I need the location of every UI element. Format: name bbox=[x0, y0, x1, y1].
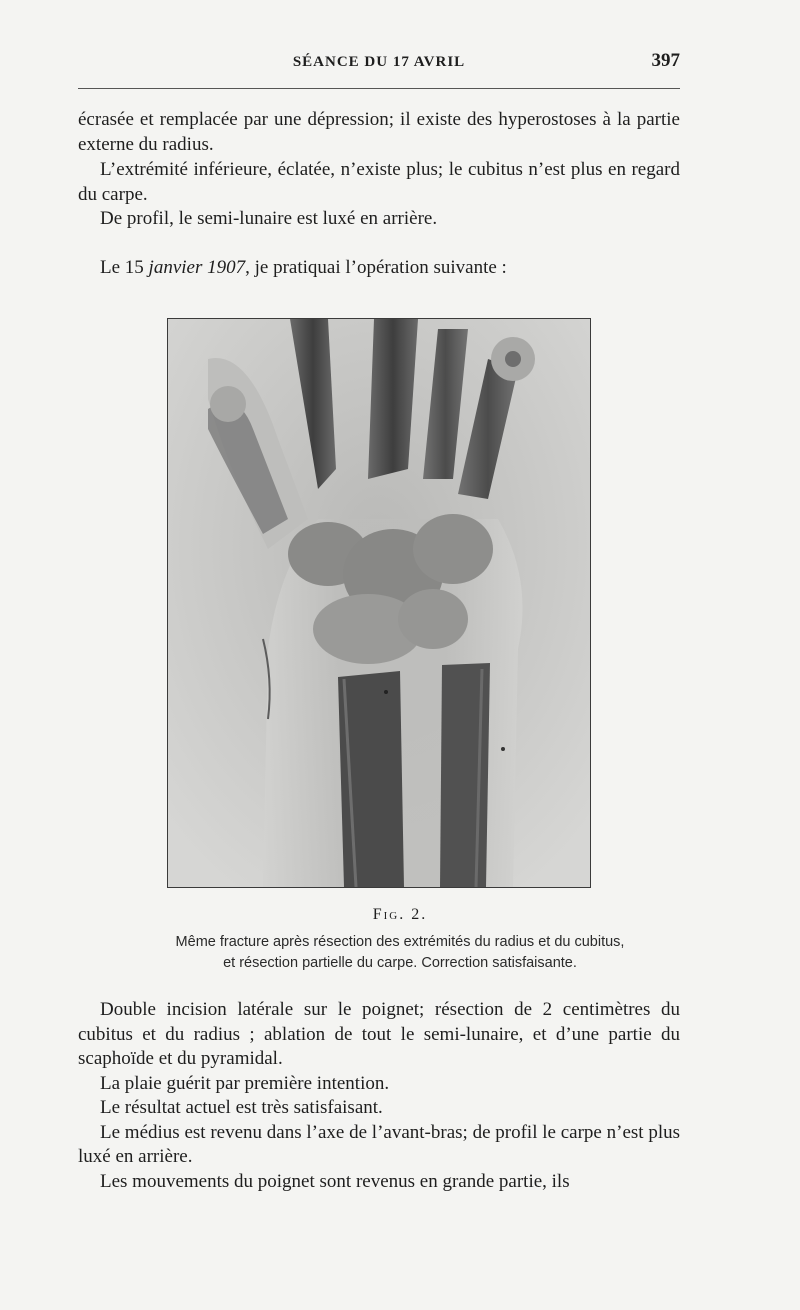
paragraph-5: Double incision latérale sur le poignet; résection de 2 centimètres du cubitus et du radius ; ablation de tout le semi-lunaire, et d’une partie du scaphoïde et du pyramidal. bbox=[78, 999, 680, 1069]
paragraph-1: écrasée et remplacée par une dépression; il existe des hyperostoses à la partie externe du radius. bbox=[78, 109, 680, 155]
paragraph-3 bbox=[78, 207, 680, 232]
paragraph-4 bbox=[78, 256, 680, 281]
paragraph-9: Les mouvements du poignet sont revenus en grande partie, ils bbox=[100, 1170, 570, 1192]
figure-caption bbox=[80, 932, 720, 974]
body-text bbox=[78, 998, 680, 1194]
paragraph-4-date: janvier 1907 bbox=[148, 257, 246, 278]
xray-figure bbox=[167, 318, 591, 888]
xray-hand-image bbox=[168, 319, 590, 887]
paragraph-7: Le résultat actuel est très satisfaisant. bbox=[100, 1097, 383, 1118]
header-rule bbox=[78, 88, 680, 89]
paragraph-2-text: L’extrémité inférieure, éclatée, n’existe plus; le cubitus n’est plus en regard du carpe. bbox=[78, 159, 680, 205]
paragraph-8: Le médius est revenu dans l’axe de l’avant-bras; de profil le carpe n’est plus luxé en arrière. bbox=[78, 1121, 680, 1167]
paragraph-3-text: De profil, le semi-lunaire est luxé en arrière. bbox=[100, 208, 438, 229]
caption-line-1: Même fracture après résection des extrémités du radius et du cubitus, bbox=[175, 934, 625, 950]
paragraph-2 bbox=[78, 158, 680, 207]
caption-line-2: et résection partielle du carpe. Correction satisfaisante. bbox=[223, 955, 577, 971]
paragraph-4-suffix: , je pratiquai l’opération suivante : bbox=[245, 257, 507, 278]
page-number: 397 bbox=[651, 50, 680, 71]
page-header bbox=[78, 48, 680, 78]
paragraph-4-prefix: Le 15 bbox=[100, 257, 149, 278]
running-head: SÉANCE DU 17 AVRIL bbox=[292, 54, 466, 70]
paragraph-6: La plaie guérit par première intention. bbox=[100, 1072, 390, 1094]
figure-label: Fig. 2. bbox=[372, 906, 428, 923]
